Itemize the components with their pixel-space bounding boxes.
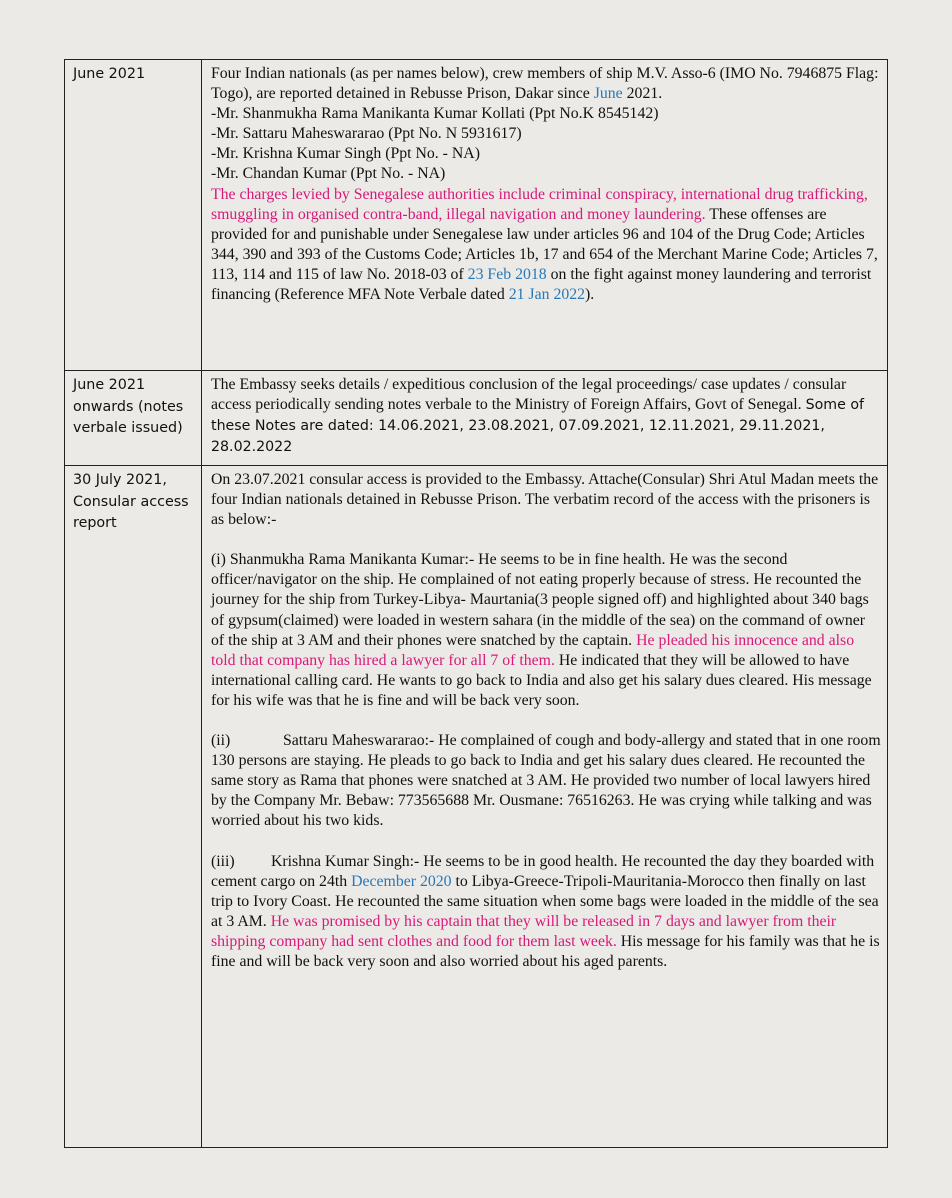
statement-text: His message for his family was that he is fine and will be back very soon and also worried about his aged parents. <box>211 932 880 970</box>
statement-number: (iii) <box>211 852 235 870</box>
details-cell <box>202 466 888 1148</box>
date-cell <box>65 466 202 1148</box>
name-line: -Mr. Sattaru Maheswararao (Ppt No. N 5931617) <box>211 125 522 143</box>
date-label: June 2021 <box>73 66 146 82</box>
statement-highlight: He pleaded his innocence and also told that company has hired a lawyer for all 7 of them. <box>211 631 855 669</box>
statement-highlight: He was promised by his captain that they will be released in 7 days and lawyer from their shipping company had sent clothes and food for them last week. <box>211 912 837 950</box>
notes-verbale-details <box>202 371 887 460</box>
intro-year: 2021. <box>626 85 663 103</box>
statement-text: He indicated that they will be allowed to have international calling card. He wants to go back to India and also get his salary dues cleared. His message for his wife was that he is fine and will be back very soon. <box>211 651 872 709</box>
charges-highlight: The charges levied by Senegalese authorities include criminal conspiracy, international drug trafficking, smuggling in organised contra-band, illegal navigation and money laundering. <box>211 185 868 223</box>
name-line: -Mr. Krishna Kumar Singh (Ppt No. - NA) <box>211 145 480 163</box>
report-intro: On 23.07.2021 consular access is provided to the Embassy. Attache(Consular) Shri Atul Madan meets the four Indian nationals detained in Rebusse Prison. The verbatim record of the access with the prisoners is as below:- <box>211 471 879 529</box>
statement-text: (i) Shanmukha Rama Manikanta Kumar:- He seems to be in fine health. He was the second officer/navigator on the ship. He complained of not eating properly because of stress. He recounted the journey for the ship from Turkey-Libya- Maurtania(3 people signed off) and highlighted about 340 bags of gypsum(claimed) were loaded in western sahara (in the middle of the sea) on the command of owner of the ship at 3 AM and their phones were snatched by the captain. <box>211 551 869 649</box>
notes-text: The Embassy seeks details / expeditious conclusion of the legal proceedings/ case updates / consular access periodically sending notes verbale to the Ministry of Foreign Affairs, Govt of Senegal. <box>211 376 847 414</box>
name-line: -Mr. Chandan Kumar (Ppt No. - NA) <box>211 165 446 183</box>
intro-paragraph <box>211 64 881 104</box>
table-row <box>65 371 888 466</box>
intro-month: June <box>593 85 623 103</box>
date-cell <box>65 60 202 371</box>
intro-text: Four Indian nationals (as per names below), crew members of ship M.V. Asso-6 (IMO No. 7946875 Flag: Togo), are reported detained in Rebusse Prison, Dakar since <box>211 65 879 103</box>
charges-text: ). <box>585 286 595 304</box>
note-date: 21 Jan 2022 <box>508 286 586 304</box>
notes-dates: Some of these Notes are dated: 14.06.2021, 23.08.2021, 07.09.2021, 12.11.2021, 29.11.2021, 28.02.2022 <box>211 397 865 456</box>
date-label: 30 July 2021, Consular access report <box>73 472 189 532</box>
detention-record-table <box>64 59 888 1148</box>
detention-details <box>202 60 887 307</box>
date-cell <box>65 371 202 466</box>
prisoner-statement <box>211 731 881 831</box>
details-cell <box>202 60 888 371</box>
name-line: -Mr. Shanmukha Rama Manikanta Kumar Kollati (Ppt No.K 8545142) <box>211 105 659 123</box>
table-row <box>65 60 888 371</box>
prisoner-statement <box>211 550 881 711</box>
statement-text: to Libya-Greece-Tripoli-Mauritania-Morocco then finally on last trip to Ivory Coast. He recounted the same situation when some bags were loaded in the middle of the sea at 3 AM. <box>211 872 879 930</box>
table-row <box>65 466 888 1148</box>
date-label: June 2021 onwards (notes verbale issued) <box>73 377 184 437</box>
consular-access-report <box>202 466 887 974</box>
statement-text: Sattaru Maheswararao:- He complained of cough and body-allergy and stated that in one room 130 persons are staying. He pleads to go back to India and get his salary dues cleared. He recounted the same story as Rama that phones were snatched at 3 AM. He provided two number of local lawyers hired by the Company Mr. Bebaw: 773565688 Mr. Ousmane: 76516263. He was crying while talking and was worried about his two kids. <box>211 732 881 830</box>
details-cell <box>202 371 888 466</box>
boarding-date: December 2020 <box>351 872 452 890</box>
charges-paragraph <box>211 185 881 306</box>
law-date: 23 Feb 2018 <box>467 265 547 283</box>
statement-number: (ii) <box>211 732 231 750</box>
charges-text: on the fight against money laundering and terrorist financing (Reference MFA Note Verbale dated <box>211 265 872 304</box>
charges-text: These offenses are provided for and punishable under Senegalese law under articles 96 and 104 of the Drug Code; Articles 344, 390 and 393 of the Customs Code; Articles 1b, 17 and 654 of the Merchant Marine Code; Articles 7, 113, 114 and 115 of law No. 2018-03 of <box>211 205 878 283</box>
statement-text: Krishna Kumar Singh:- He seems to be in good health. He recounted the day they boarded with cement cargo on 24th <box>211 852 875 890</box>
prisoner-statement <box>211 852 881 973</box>
